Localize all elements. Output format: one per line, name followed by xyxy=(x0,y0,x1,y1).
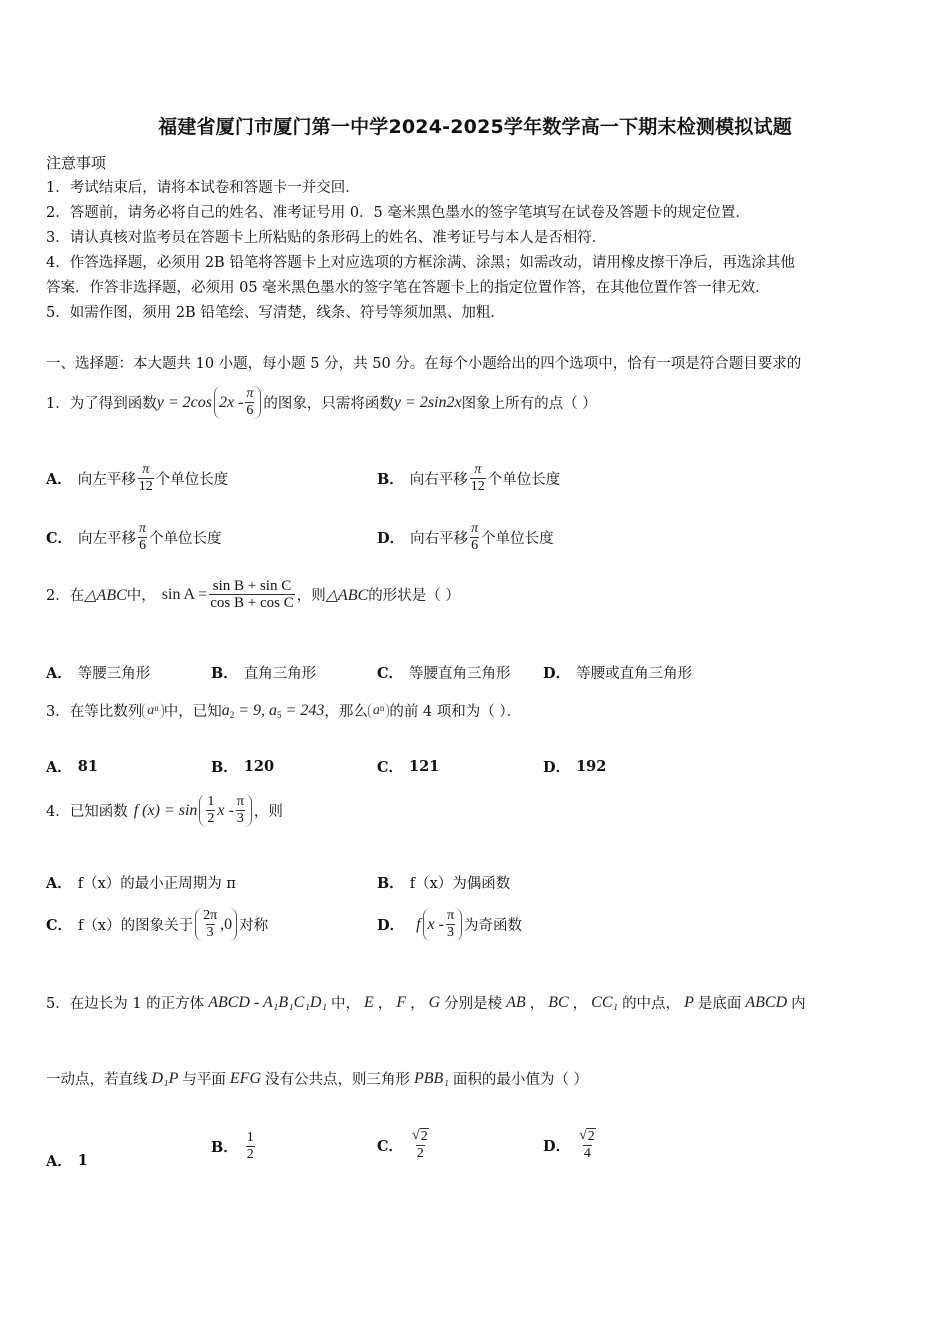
notice-item: 答案．作答非选择题，必须用 05 毫米黑色墨水的签字笔在答题卡上的指定位置作答，在其他位置作答一律无效． xyxy=(46,280,770,296)
question-3 xyxy=(46,700,904,721)
numerator: π xyxy=(246,386,254,401)
fraction xyxy=(246,1130,255,1163)
sqrt xyxy=(411,1128,430,1145)
denominator: cos B + cos C xyxy=(210,595,294,611)
denominator: 12 xyxy=(138,479,153,494)
formula: BC xyxy=(548,993,569,1011)
option-text: 等腰直角三角形 xyxy=(409,666,511,682)
page-title: 福建省厦门市厦门第一中学2024-2025学年数学高一下期末检测模拟试题 xyxy=(158,116,792,138)
option-text: 向左平移 xyxy=(77,472,136,488)
option-text: 个单位长度 xyxy=(487,472,561,488)
formula: f xyxy=(416,915,421,933)
question-text: 的前 4 项和为（ ）． xyxy=(389,704,522,720)
question-text: 已知函数 xyxy=(69,804,128,820)
formula: y = 2sin2x xyxy=(393,393,462,411)
option-c[interactable] xyxy=(377,756,439,777)
denominator: 3 xyxy=(236,811,244,826)
formula: AB xyxy=(506,993,526,1011)
question-text: 的形状是（ ） xyxy=(368,588,460,604)
denominator: 2 xyxy=(416,1146,424,1161)
option-label: B． xyxy=(377,471,404,488)
sqrt xyxy=(578,1128,597,1145)
denominator: 6 xyxy=(246,403,254,418)
paren-group xyxy=(199,794,252,827)
formula-part: = 9, a xyxy=(234,701,278,719)
question-number: 4． xyxy=(46,804,70,820)
formula: D₁P xyxy=(151,1069,179,1087)
option-text: 个单位长度 xyxy=(481,531,554,547)
numerator: π xyxy=(142,462,150,477)
option-label: C． xyxy=(377,759,404,776)
option-c[interactable] xyxy=(46,908,268,941)
fraction xyxy=(245,386,254,419)
question-text: 在 xyxy=(69,588,85,604)
numerator: π xyxy=(139,521,147,536)
question-1 xyxy=(46,386,904,419)
option-label: D． xyxy=(543,665,571,682)
question-text: 在等比数列 xyxy=(69,704,143,720)
option-text: 81 xyxy=(77,758,98,775)
fraction xyxy=(411,1128,430,1162)
option-text: 向右平移 xyxy=(410,531,469,547)
option-text: f（x）的图象关于 xyxy=(78,918,194,934)
option-text: 向左平移 xyxy=(78,531,137,547)
fraction xyxy=(470,521,479,554)
question-text: 图象上所有的点（ ） xyxy=(461,396,597,412)
question-text: 分别是棱 xyxy=(444,996,503,1012)
option-a[interactable] xyxy=(46,872,236,893)
numerator: π xyxy=(236,794,244,809)
formula xyxy=(222,702,325,720)
question-text: 中，已知 xyxy=(163,704,222,720)
question-text: ，则 xyxy=(296,588,326,604)
formula: ABCD xyxy=(745,993,788,1011)
formula: △ABC xyxy=(84,586,127,604)
option-label: D． xyxy=(543,759,571,776)
option-text: f（x）为偶函数 xyxy=(409,876,511,892)
fraction xyxy=(236,794,245,827)
option-a[interactable] xyxy=(46,662,150,683)
formula-part: = 243 xyxy=(281,701,325,719)
numerator: sin B + sin C xyxy=(212,578,292,594)
subscript: 5 xyxy=(277,709,282,720)
fraction xyxy=(138,462,154,495)
question-4 xyxy=(46,794,904,827)
question-5 xyxy=(46,992,904,1013)
denominator: 6 xyxy=(139,538,147,553)
question-text: 中， xyxy=(331,996,361,1012)
option-b[interactable] xyxy=(211,662,316,683)
denominator: 4 xyxy=(583,1146,591,1161)
paren-group xyxy=(423,908,463,941)
question-5-line-2 xyxy=(46,1068,904,1089)
option-label: C． xyxy=(377,665,404,682)
option-label: C． xyxy=(46,917,73,934)
option-text: 1 xyxy=(77,1152,88,1169)
question-text: 一动点，若直线 xyxy=(46,1072,148,1088)
option-label: D． xyxy=(377,917,405,934)
subscript: n xyxy=(154,702,159,713)
option-label: B． xyxy=(211,665,238,682)
fraction xyxy=(202,908,218,941)
option-text: 个单位长度 xyxy=(155,472,229,488)
question-text: 是底面 xyxy=(697,996,742,1012)
question-text: 为了得到函数 xyxy=(69,396,157,412)
punctuation: ， xyxy=(410,996,425,1012)
formula: ,0 xyxy=(220,915,233,933)
numerator: π xyxy=(446,908,455,923)
numerator: 1 xyxy=(207,794,215,809)
sequence-symbol xyxy=(142,703,164,719)
formula: a xyxy=(372,702,380,718)
paren-group xyxy=(214,386,261,419)
fraction xyxy=(470,462,486,495)
notice-item: 1．考试结束后，请将本试卷和答题卡一并交回． xyxy=(46,180,360,196)
option-text: 对称 xyxy=(239,918,269,934)
radicand: 2 xyxy=(587,1129,595,1144)
option-text: f（x）的最小正周期为 π xyxy=(77,876,236,892)
question-number: 3． xyxy=(46,704,70,720)
subscript: 2 xyxy=(229,709,235,720)
question-text: 内 xyxy=(791,996,806,1012)
option-d[interactable] xyxy=(543,1128,599,1162)
option-b[interactable] xyxy=(211,756,274,777)
notice-item: 3．请认真核对监考员在答题卡上所粘贴的条形码上的姓名、准考证号与本人是否相符． xyxy=(46,230,607,246)
option-text: 个单位长度 xyxy=(149,531,222,547)
option-d[interactable] xyxy=(543,756,606,777)
option-b[interactable] xyxy=(211,1130,257,1163)
formula: 2x - xyxy=(218,393,244,411)
radicand: 2 xyxy=(420,1129,428,1144)
question-2 xyxy=(46,578,904,611)
question-text: 与平面 xyxy=(182,1072,226,1088)
option-label: A． xyxy=(46,665,72,682)
option-a[interactable] xyxy=(46,756,98,777)
option-text: 向右平移 xyxy=(409,472,468,488)
option-text: 等腰三角形 xyxy=(77,666,151,682)
denominator: 3 xyxy=(447,925,454,940)
option-text: 等腰或直角三角形 xyxy=(576,666,693,682)
question-text: 中， xyxy=(126,588,156,604)
formula: F xyxy=(396,993,407,1011)
option-d[interactable] xyxy=(543,662,692,683)
fraction xyxy=(206,794,215,827)
option-text: 121 xyxy=(409,758,440,775)
option-label: A． xyxy=(46,875,72,892)
option-label: C． xyxy=(46,530,73,547)
formula: x - xyxy=(217,801,234,819)
notice-item: 2．答题前，请务必将自己的姓名、准考证号用 0．5 毫米黑色墨水的签字笔填写在试卷及答题卡的规定位置． xyxy=(46,205,750,221)
option-c[interactable] xyxy=(377,1128,432,1162)
option-label: A． xyxy=(46,471,72,488)
option-b[interactable] xyxy=(377,462,560,495)
question-number: 5． xyxy=(46,996,70,1012)
question-text: 面积的最小值为（ ） xyxy=(452,1072,588,1088)
formula: EFG xyxy=(229,1069,261,1087)
formula: y = 2cos xyxy=(156,393,212,411)
option-label: C． xyxy=(377,1137,404,1155)
paren-group xyxy=(195,908,237,941)
denominator: 2 xyxy=(207,811,215,826)
denominator: 12 xyxy=(470,479,485,494)
numerator: 2π xyxy=(203,908,218,923)
formula: f (x) = sin xyxy=(133,801,198,819)
formula-part: a xyxy=(221,701,230,719)
denominator: 2 xyxy=(246,1147,254,1162)
option-d[interactable] xyxy=(377,521,554,554)
notice-item: 4．作答选择题，必须用 2B 铅笔将答题卡上对应选项的方框涂满、涂黑；如需改动，请用橡皮擦干净后，再选涂其他 xyxy=(46,255,795,271)
notice-list xyxy=(46,176,904,326)
option-label: A． xyxy=(46,1153,72,1170)
formula: ABCD - A₁B₁C₁D₁ xyxy=(208,993,328,1011)
numerator: π xyxy=(471,521,479,536)
option-text: 192 xyxy=(576,758,607,775)
question-text: ，则 xyxy=(253,804,283,820)
option-text: 为奇函数 xyxy=(464,918,523,934)
option-d[interactable] xyxy=(377,908,522,941)
option-label: D． xyxy=(377,530,405,547)
notice-heading: 注意事项 xyxy=(46,154,107,172)
fraction xyxy=(446,908,455,941)
fraction xyxy=(209,578,294,611)
fraction xyxy=(138,521,147,554)
formula: G xyxy=(428,993,441,1011)
question-number: 1． xyxy=(46,396,70,412)
option-label: A． xyxy=(46,759,72,776)
formula: a xyxy=(147,702,155,718)
question-text: 的中点， xyxy=(622,996,681,1012)
option-c[interactable] xyxy=(377,662,511,683)
numerator: 1 xyxy=(246,1130,254,1145)
formula: △ABC xyxy=(325,586,369,604)
option-label: D． xyxy=(543,1137,571,1155)
notice-item: 5．如需作图，须用 2B 铅笔绘、写清楚，线条、符号等须加黑、加粗． xyxy=(46,305,505,321)
option-label: B． xyxy=(211,759,238,776)
question-text: 在边长为 1 的正方体 xyxy=(69,996,205,1012)
option-c[interactable] xyxy=(46,521,222,554)
sqrt-icon: √ xyxy=(579,1128,587,1143)
question-number: 2． xyxy=(46,588,70,604)
option-label: B． xyxy=(211,1139,238,1156)
fraction xyxy=(578,1128,597,1162)
option-text: 120 xyxy=(243,758,275,775)
punctuation: ， xyxy=(377,996,393,1012)
sequence-symbol xyxy=(368,703,390,719)
formula: PBB₁ xyxy=(414,1069,449,1087)
denominator: 3 xyxy=(206,925,214,940)
punctuation: ， xyxy=(529,996,545,1012)
option-b[interactable] xyxy=(377,872,510,893)
option-a[interactable] xyxy=(46,1150,88,1171)
formula: CC₁ xyxy=(591,993,619,1011)
option-a[interactable] xyxy=(46,462,228,495)
subscript: n xyxy=(379,702,385,713)
sqrt-icon: √ xyxy=(412,1128,420,1143)
formula: sin A = xyxy=(161,585,208,603)
numerator: π xyxy=(474,462,482,477)
question-text: ，那么 xyxy=(324,704,368,720)
formula: E xyxy=(364,993,374,1011)
option-label: B． xyxy=(377,875,404,892)
formula: x - xyxy=(427,915,444,933)
option-text: 直角三角形 xyxy=(243,666,317,682)
punctuation: ， xyxy=(572,996,588,1012)
question-text: 的图象，只需将函数 xyxy=(263,396,394,412)
section-heading: 一、选择题：本大题共 10 小题，每小题 5 分，共 50 分。在每个小题给出的四个选项中，恰有一项是符合题目要求的 xyxy=(46,356,802,372)
question-text: 没有公共点，则三角形 xyxy=(265,1072,410,1088)
denominator: 6 xyxy=(471,538,479,553)
formula: P xyxy=(684,993,694,1011)
